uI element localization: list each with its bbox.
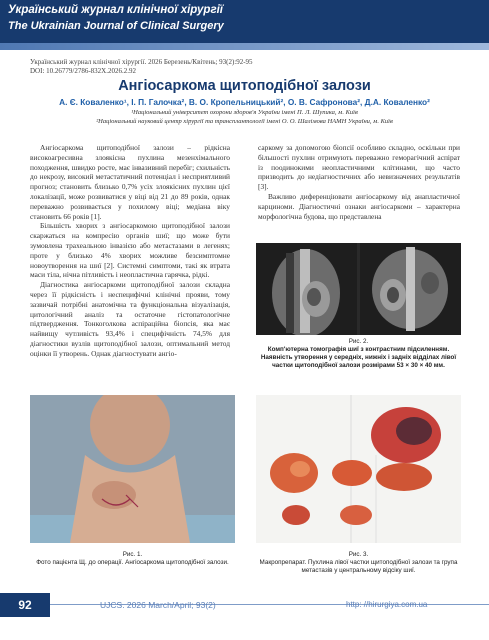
affiliation-1: ¹Національний університет охорони здоров'я України імені П. Л. Шупика, м. Київ [131, 109, 358, 116]
figure-3-label: Рис. 3. [348, 551, 369, 558]
figure-2-caption [256, 338, 461, 370]
ct-scan-figure [256, 243, 461, 335]
figure-3-caption [256, 551, 461, 575]
journal-title-uk: Український журнал клінічної хірургії [8, 4, 223, 16]
specimen-photo [256, 395, 461, 543]
patient-photo-image [30, 395, 235, 543]
figure-1-label: Рис. 1. [122, 551, 143, 558]
affiliation-2: ²Національний науковий центр хірургії та трансплантології імені О. О. Шалімова НАМН України, м. Київ [96, 118, 393, 125]
body-paragraph: Діагностика ангіосаркоми щитоподібної залози складна через її рідкісність і неспецифічні клінічні прояви, тому зазвичай потрібні анатомічна та функціональна візуалізація, цитологічний аналіз та остаточне гістопатологічне підтвердження. Тонкоголкова аспіраційна біопсія, яка має найвищу чутливість 93,4% і специфічність 74,5% для діагностики вузлів щитоподібної залози, оптимальний метод оцінки її утворень. Однак діагностувати ангіо- [30, 280, 230, 358]
body-paragraph: саркому за допомогою біопсії особливо складно, оскільки при більшості пухлин отримують переважно геморагічний аспірат із поодинокими неопластичними клітинами, що часто призводить до недіагностичних або невизначених результатів [3]. [258, 143, 460, 192]
ct-coronal-image [360, 243, 461, 335]
citation-line: Український журнал клінічної хірургії. 2026 Березень/Квітень; 93(2):92-95 [30, 58, 253, 66]
body-paragraph: Ангіосаркома щитоподібної залози – рідкісна високоагресивна злоякісна пухлина мезенхімального походження, швидко росте, має інвазивний перебіг; схильність до некрозу, високий метастатичний потенціал і несприятливий прогноз; становить близько 0,7% усіх злоякісних пухлин цієї локалізації, може розвиватися у віці від 21 до 89 років, однак переважно розвивається у похилому віці; медіана віку становить 66 років [1]. [30, 143, 230, 221]
figure-2-text: Комп'ютерна томографія шиї з контрастним підсиленням. Наявність утворення у середніх, нижніх і задніх відділах лівої частки щитоподібної залози розмірами 53 × 30 × 40 мм. [260, 346, 457, 369]
doi-line: DOI: 10.26779/2786-832X.2026.2.92 [30, 67, 136, 75]
figure-2-label: Рис. 2. [348, 338, 369, 345]
figure-3-text: Макропрепарат. Пухлина лівої частки щитоподібної залози та група метастазів у центральному відсіку шиї. [259, 559, 458, 574]
body-paragraph: Важливо диференціювати ангіосаркому від анапластичної карциноми. Діагностичні ознаки ангіосаркоми – характерна морфологічна будова, що представлена [258, 191, 460, 221]
article-authors: А. Є. Коваленко¹, І. П. Галочка², В. О. Кропельницький², О. В. Сафронова², Д.А. Коваленко² [59, 97, 430, 107]
footer-url[interactable]: http: //hirurgiya.com.ua [346, 600, 428, 609]
specimen-photo-image [256, 395, 461, 543]
header-rule [0, 43, 489, 50]
body-paragraph: Більшість хворих з ангіосаркомою щитоподібної залози скаржаться на компресію органів шиї; що може бути зумовлена трахеальною інвазією або метастазами в легенях; проте у близько 4% хворих можливе безсимптомне новоутворення на шиї [2]. Системні симптоми, такі як втрата маси тіла, нічна пітливість і неопластична гарячка, рідкі. [30, 221, 230, 280]
ct-sagittal-image [256, 243, 357, 335]
page-number: 92 [0, 593, 50, 617]
body-column-right [258, 143, 460, 243]
footer-journal-issue: UJCS. 2026 March/April; 93(2) [100, 600, 216, 610]
body-column-left [30, 143, 230, 391]
journal-header [0, 0, 489, 50]
patient-photo [30, 395, 235, 543]
article-title: Ангіосаркома щитоподібної залози [118, 78, 371, 94]
figure-1-caption [30, 551, 235, 567]
figure-1-text: Фото пацієнта Щ. до операції. Ангіосаркома щитоподібної залози. [36, 559, 229, 566]
journal-title-en: The Ukrainian Journal of Clinical Surgery [8, 20, 224, 32]
